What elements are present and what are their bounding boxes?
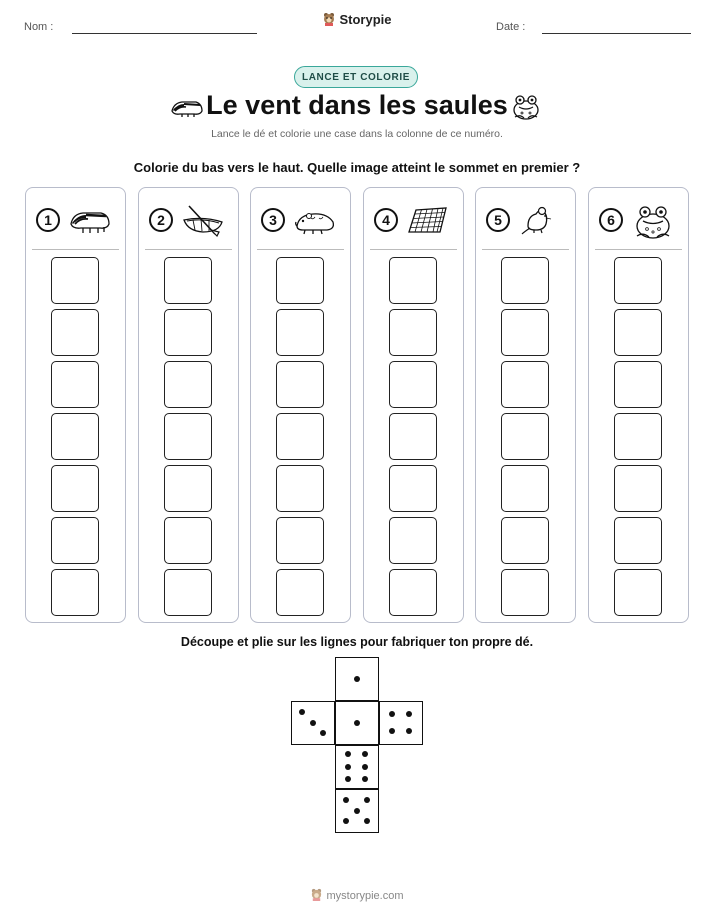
color-box[interactable] — [276, 569, 324, 616]
dice-pip — [362, 776, 368, 782]
column-divider — [257, 249, 344, 250]
dice-pip — [389, 728, 395, 734]
activity-badge: LANCE ET COLORIE — [294, 66, 418, 88]
column-divider — [482, 249, 569, 250]
color-box[interactable] — [501, 361, 549, 408]
page-title: Le vent dans les saules — [206, 90, 508, 120]
dice-face-4 — [379, 701, 423, 745]
color-box[interactable] — [276, 465, 324, 512]
column-divider — [32, 249, 119, 250]
dice-pip — [345, 764, 351, 770]
color-box[interactable] — [164, 361, 212, 408]
dice-pip — [362, 764, 368, 770]
dice-pip — [354, 676, 360, 682]
dice-pip — [343, 797, 349, 803]
color-box[interactable] — [276, 517, 324, 564]
color-box[interactable] — [614, 517, 662, 564]
map-grid-icon — [406, 202, 450, 238]
dice-pip — [406, 711, 412, 717]
footer-logo-icon — [310, 888, 323, 904]
dice-face-1 — [335, 657, 379, 701]
date-label: Date : — [496, 21, 526, 33]
name-label: Nom : — [24, 21, 54, 33]
color-box[interactable] — [51, 257, 99, 304]
color-box[interactable] — [614, 413, 662, 460]
color-box[interactable] — [614, 361, 662, 408]
column-1 — [25, 187, 126, 623]
color-box[interactable] — [51, 569, 99, 616]
color-box[interactable] — [164, 517, 212, 564]
color-box[interactable] — [276, 309, 324, 356]
brand-name: Storypie — [339, 12, 392, 27]
storypie-logo-icon — [322, 12, 336, 29]
dice-instruction: Découpe et plie sur les lignes pour fabriquer ton propre dé. — [180, 635, 534, 649]
column-divider — [595, 249, 682, 250]
brand-logo — [0, 12, 714, 29]
color-box[interactable] — [389, 361, 437, 408]
mole-icon — [293, 202, 337, 238]
dice-face-1 — [335, 701, 379, 745]
color-box[interactable] — [614, 257, 662, 304]
color-box[interactable] — [276, 361, 324, 408]
color-box[interactable] — [501, 569, 549, 616]
color-box[interactable] — [389, 569, 437, 616]
dice-pip — [320, 730, 326, 736]
dice-pip — [406, 728, 412, 734]
page-subtitle: Lance le dé et colorie une case dans la colonne de ce numéro. — [211, 128, 503, 140]
color-box[interactable] — [614, 309, 662, 356]
dice-face-5 — [335, 789, 379, 833]
column-2 — [138, 187, 239, 623]
dice-pip — [362, 751, 368, 757]
color-box[interactable] — [501, 465, 549, 512]
color-box[interactable] — [501, 257, 549, 304]
dice-pip — [343, 818, 349, 824]
color-box[interactable] — [164, 309, 212, 356]
color-box[interactable] — [164, 257, 212, 304]
color-box[interactable] — [164, 465, 212, 512]
column-5 — [475, 187, 576, 623]
dice-pip — [345, 776, 351, 782]
column-number: 3 — [261, 208, 285, 232]
dice-pip — [299, 709, 305, 715]
date-line[interactable] — [542, 33, 691, 34]
footer-url[interactable]: mystorypie.com — [326, 889, 404, 902]
dice-pip — [310, 720, 316, 726]
color-box[interactable] — [501, 309, 549, 356]
footer — [0, 888, 714, 904]
color-box[interactable] — [389, 257, 437, 304]
column-number: 6 — [599, 208, 623, 232]
color-box[interactable] — [51, 413, 99, 460]
column-number: 4 — [374, 208, 398, 232]
color-box[interactable] — [501, 517, 549, 564]
column-divider — [145, 249, 232, 250]
dice-pip — [354, 808, 360, 814]
dice-face-6 — [335, 745, 379, 789]
rat-icon — [518, 202, 562, 238]
dice-face-3 — [291, 701, 335, 745]
dice-pip — [364, 818, 370, 824]
color-box[interactable] — [51, 465, 99, 512]
column-divider — [370, 249, 457, 250]
column-number: 5 — [486, 208, 510, 232]
color-box[interactable] — [501, 413, 549, 460]
name-line[interactable] — [72, 33, 257, 34]
color-box[interactable] — [276, 413, 324, 460]
dice-pip — [345, 751, 351, 757]
color-box[interactable] — [389, 517, 437, 564]
column-6 — [588, 187, 689, 623]
rowboat-icon — [181, 202, 225, 238]
dice-pip — [354, 720, 360, 726]
column-3 — [250, 187, 351, 623]
color-box[interactable] — [51, 309, 99, 356]
dice-pip — [364, 797, 370, 803]
toad-icon — [631, 202, 675, 238]
color-box[interactable] — [51, 517, 99, 564]
color-box[interactable] — [51, 361, 99, 408]
coloring-instruction: Colorie du bas vers le haut. Quelle image atteint le sommet en premier ? — [133, 160, 581, 175]
toad-title-icon — [510, 92, 542, 127]
color-box[interactable] — [614, 465, 662, 512]
color-box[interactable] — [389, 309, 437, 356]
color-box[interactable] — [389, 465, 437, 512]
column-4 — [363, 187, 464, 623]
color-box[interactable] — [276, 257, 324, 304]
dice-pip — [389, 711, 395, 717]
column-number: 2 — [149, 208, 173, 232]
color-box[interactable] — [164, 413, 212, 460]
badger-icon — [68, 202, 112, 238]
column-number: 1 — [36, 208, 60, 232]
color-box[interactable] — [389, 413, 437, 460]
color-box[interactable] — [614, 569, 662, 616]
color-box[interactable] — [164, 569, 212, 616]
